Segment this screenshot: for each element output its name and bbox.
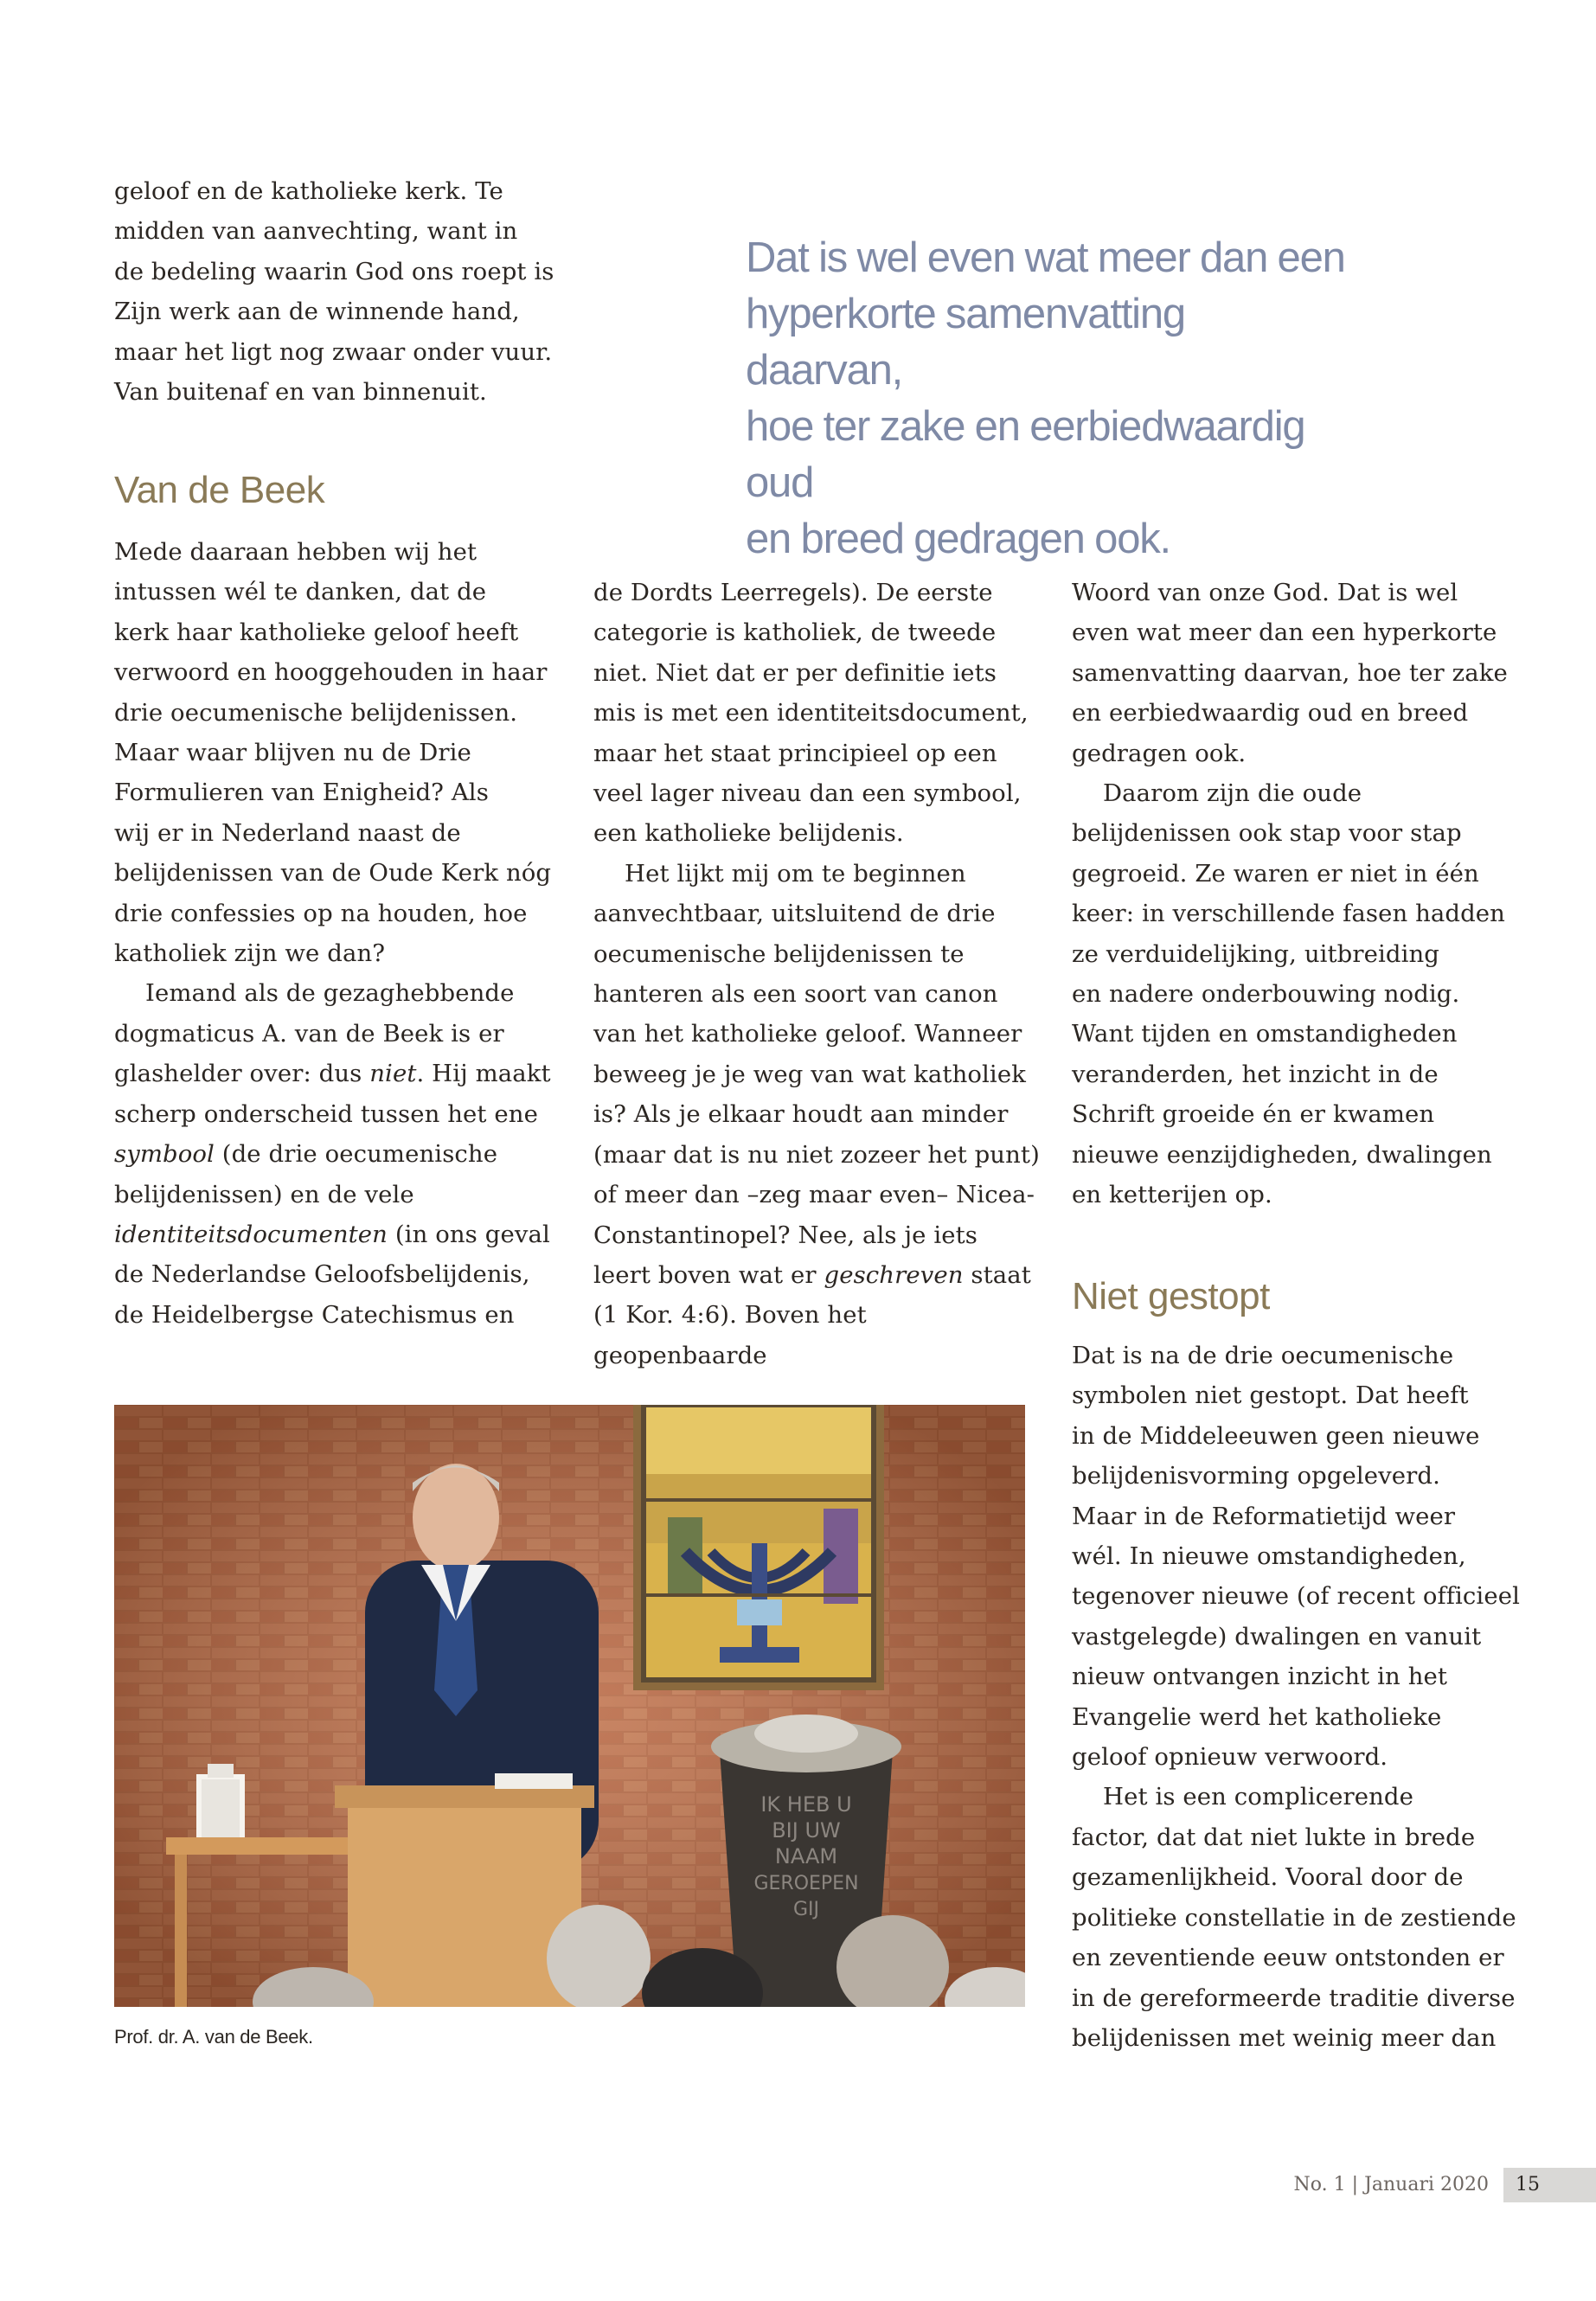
intro-paragraph xyxy=(114,171,564,412)
issue-date: Januari 2020 xyxy=(1364,2174,1489,2195)
column-3-continued xyxy=(1072,1336,1556,2058)
text-line: categorie is katholiek, de tweede xyxy=(593,619,997,647)
font-inscription: BIJ UW xyxy=(772,1818,841,1843)
church-scene-illustration xyxy=(114,1405,1025,2007)
footer-issue-info xyxy=(1294,2168,1489,2202)
text-line: belijdenissen) en de vele xyxy=(114,1180,414,1208)
photo-caption: Prof. dr. A. van de Beek. xyxy=(114,2026,313,2048)
page-number-tab xyxy=(1503,2168,1596,2202)
text-line: Schrift groeide én er kwamen xyxy=(1072,1100,1435,1129)
text-line: maar het ligt nog zwaar onder vuur. xyxy=(114,337,553,366)
text-fragment: (de drie oecumenische xyxy=(214,1140,498,1169)
text-line: veel lager niveau dan een symbool, xyxy=(593,779,1022,808)
text-line: oecumenische belijdenissen te xyxy=(593,939,965,968)
text-line: Constantinopel? Nee, als je iets xyxy=(593,1221,977,1249)
text-line: belijdenissen met weinig meer dan xyxy=(1072,2023,1497,2052)
text-line: van het katholieke geloof. Wanneer xyxy=(593,1020,1022,1048)
text-line: factor, dat dat niet lukte in brede xyxy=(1072,1823,1476,1851)
text-line: hanteren als een soort van canon xyxy=(593,980,998,1009)
text-line: Het is een complicerende xyxy=(1103,1783,1414,1811)
text-line: symbolen niet gestopt. Dat heeft xyxy=(1072,1381,1469,1410)
paragraph xyxy=(593,854,1043,1375)
text-line: veranderden, het inzicht in de xyxy=(1072,1060,1439,1088)
emphasis: geschreven xyxy=(824,1260,964,1289)
text-line: Mede daaraan hebben wij het xyxy=(114,538,478,566)
text-line: beweeg je je weg van wat katholiek xyxy=(593,1060,1026,1088)
text-line: wél. In nieuwe omstandigheden, xyxy=(1072,1542,1466,1571)
text-line: Want tijden en omstandigheden xyxy=(1072,1020,1458,1048)
text-line: gegroeid. Ze waren er niet in één xyxy=(1072,859,1479,888)
text-line: kerk haar katholieke geloof heeft xyxy=(114,618,519,646)
column-1 xyxy=(114,532,573,1335)
text-line: nieuwe eenzijdigheden, dwalingen xyxy=(1072,1140,1492,1169)
pull-quote-line: en breed gedragen ook. xyxy=(746,516,1170,562)
section-heading-niet-gestopt: Niet gestopt xyxy=(1072,1275,1270,1317)
text-line: Evangelie werd het katholieke xyxy=(1072,1702,1442,1731)
text-line: Iemand als de gezaghebbende xyxy=(145,979,515,1008)
text-line: glashelder over: dus xyxy=(114,1060,370,1088)
text-line: en nadere onderbouwing nodig. xyxy=(1072,980,1460,1009)
paragraph xyxy=(1072,573,1539,773)
emphasis: identiteitsdocumenten xyxy=(114,1220,388,1248)
text-fragment: staat xyxy=(963,1260,1031,1289)
column-2 xyxy=(593,573,1043,1375)
text-fragment: . Hij maakt xyxy=(416,1060,551,1088)
text-line: Van buitenaf en van binnenuit. xyxy=(114,378,487,407)
text-line: Maar waar blijven nu de Drie xyxy=(114,739,471,767)
text-line: en ketterijen op. xyxy=(1072,1181,1272,1209)
pull-quote-line: hyperkorte samenvatting daarvan, xyxy=(746,291,1185,394)
stained-glass-window xyxy=(633,1405,884,1690)
text-line: vastgelegde) dwalingen en vanuit xyxy=(1072,1622,1482,1650)
emphasis: symbool xyxy=(114,1140,215,1169)
text-line: gedragen ook. xyxy=(1072,739,1247,767)
column-3 xyxy=(1072,573,1539,1215)
text-line: keer: in verschillende fasen hadden xyxy=(1072,900,1505,928)
text-line: verwoord en hooggehouden in haar xyxy=(114,658,548,687)
text-line: Woord van onze God. Dat is wel xyxy=(1072,579,1458,606)
text-line: niet. Niet dat er per definitie iets xyxy=(593,658,997,687)
text-line: en eerbiedwaardig oud en breed xyxy=(1072,699,1469,727)
page-number: 15 xyxy=(1516,2174,1540,2195)
font-inscription: NAAM xyxy=(774,1844,838,1868)
pull-quote xyxy=(746,230,1351,567)
font-inscription: GEROEPEN xyxy=(753,1873,859,1894)
text-line: belijdenissen ook stap voor stap xyxy=(1072,819,1462,848)
text-line: wij er in Nederland naast de xyxy=(114,818,461,847)
text-line: Dat is na de drie oecumenische xyxy=(1072,1342,1454,1369)
text-line: drie confessies op na houden, hoe xyxy=(114,899,528,927)
font-inscription: GIJ xyxy=(792,1899,820,1920)
text-line: (maar dat is nu niet zozeer het punt) xyxy=(593,1140,1040,1169)
paragraph xyxy=(1072,1777,1556,2058)
paragraph xyxy=(1072,1336,1556,1777)
emphasis: niet xyxy=(369,1060,417,1088)
text-line: een katholieke belijdenis. xyxy=(593,819,904,848)
lantern xyxy=(199,1764,242,1846)
paragraph xyxy=(1072,773,1539,1215)
text-line: en zeventiende eeuw ontstonden er xyxy=(1072,1944,1504,1972)
text-line: scherp onderscheid tussen het ene xyxy=(114,1099,538,1128)
text-line: gezamenlijkheid. Vooral door de xyxy=(1072,1863,1464,1892)
pull-quote-line: Dat is wel even wat meer dan een xyxy=(746,234,1345,281)
section-heading-van-de-beek: Van de Beek xyxy=(114,469,325,511)
text-line: leert boven wat er xyxy=(593,1260,824,1289)
text-line: belijdenisvorming opgeleverd. xyxy=(1072,1462,1440,1490)
text-line: Zijn werk aan de winnende hand, xyxy=(114,298,520,326)
text-line: belijdenissen van de Oude Kerk nóg xyxy=(114,859,552,888)
text-line: de Nederlandse Geloofsbelijdenis, xyxy=(114,1260,530,1289)
text-line: katholiek zijn we dan? xyxy=(114,939,386,968)
text-line: de Heidelbergse Catechismus en xyxy=(114,1300,515,1329)
text-line: de bedeling waarin God ons roept is xyxy=(114,257,554,285)
issue-number: No. 1 xyxy=(1293,2174,1346,2195)
text-line: (1 Kor. 4:6). Boven het geopenbaarde xyxy=(593,1301,867,1369)
text-line: Daarom zijn die oude xyxy=(1103,779,1362,808)
paragraph xyxy=(593,573,1043,854)
text-line: midden van aanvechting, want in xyxy=(114,217,518,246)
text-line: maar het staat principieel op een xyxy=(593,739,997,767)
text-line: geloof opnieuw verwoord. xyxy=(1072,1743,1388,1772)
text-line: ze verduidelijking, uitbreiding xyxy=(1072,939,1440,968)
paragraph xyxy=(114,532,573,973)
text-line: Formulieren van Enigheid? Als xyxy=(114,779,489,807)
text-line: drie oecumenische belijdenissen. xyxy=(114,698,518,727)
text-line: even wat meer dan een hyperkorte xyxy=(1072,619,1497,647)
text-line: Maar in de Reformatietijd weer xyxy=(1072,1502,1456,1530)
text-line: mis is met een identiteitsdocument, xyxy=(593,699,1029,727)
text-line: geloof en de katholieke kerk. Te xyxy=(114,177,503,205)
pull-quote-line: hoe ter zake en eerbiedwaardig oud xyxy=(746,403,1305,506)
text-line: aanvechtbaar, uitsluitend de drie xyxy=(593,900,996,928)
text-line: de Dordts Leerregels). De eerste xyxy=(593,579,993,606)
font-inscription: IK HEB U xyxy=(760,1792,852,1817)
text-line: in de gereformeerde traditie diverse xyxy=(1072,1984,1516,2012)
speaker-photo xyxy=(114,1405,1025,2007)
paragraph xyxy=(114,973,573,1335)
text-line: nieuw ontvangen inzicht in het xyxy=(1072,1663,1448,1691)
text-line: samenvatting daarvan, hoe ter zake xyxy=(1072,658,1508,687)
text-line: in de Middeleeuwen geen nieuwe xyxy=(1072,1421,1480,1450)
text-line: Het lijkt mij om te beginnen xyxy=(625,859,966,888)
text-line: is? Als je elkaar houdt aan minder xyxy=(593,1100,1009,1129)
text-line: of meer dan –zeg maar even– Nicea- xyxy=(593,1181,1035,1209)
text-line: dogmaticus A. van de Beek is er xyxy=(114,1019,504,1048)
text-line: politieke constellatie in de zestiende xyxy=(1072,1903,1516,1932)
footer-separator: | xyxy=(1351,2174,1359,2195)
text-line: intussen wél te danken, dat de xyxy=(114,578,487,606)
text-fragment: (in ons geval xyxy=(388,1220,550,1248)
text-line: tegenover nieuwe (of recent officieel xyxy=(1072,1582,1520,1611)
